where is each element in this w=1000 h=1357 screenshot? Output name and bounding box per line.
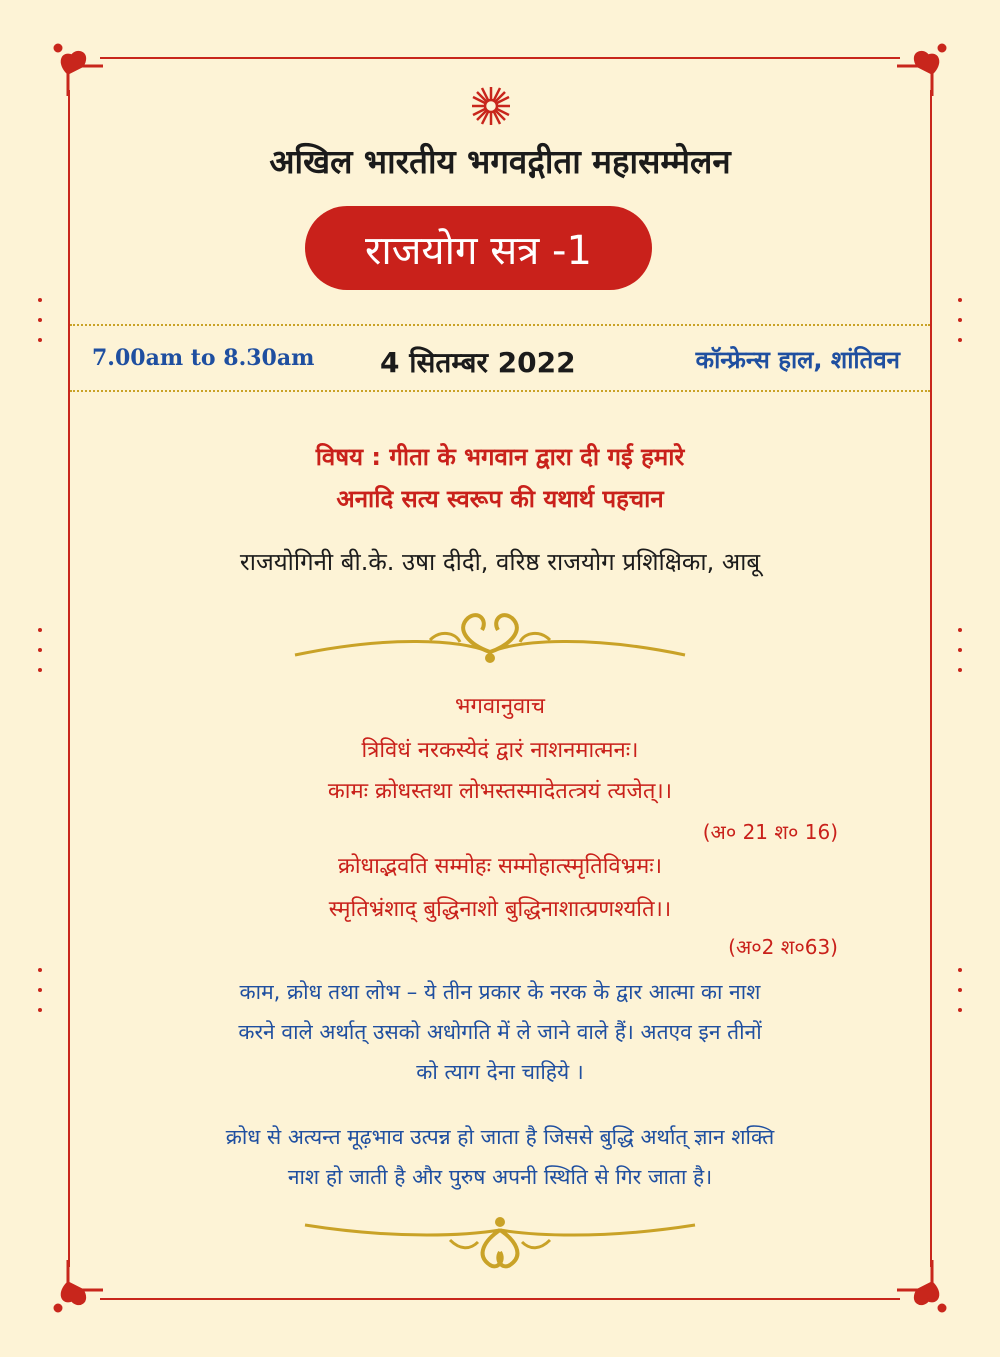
meaning-p1-line1: काम, क्रोध तथा लोभ – ये तीन प्रकार के नरक के द्वार आत्मा का नाश — [239, 980, 761, 1004]
frame-bottom-line — [100, 1298, 900, 1300]
session-label: राजयोग सत्र -1 — [365, 227, 592, 274]
subject-line-2: अनादि सत्य स्वरूप की यथार्थ पहचान — [336, 485, 664, 513]
left-dots-decoration — [30, 90, 50, 1270]
frame-top-line — [100, 57, 900, 59]
divider-top — [70, 324, 930, 326]
event-date: 4 सितम्बर 2022 — [380, 346, 576, 379]
corner-ornament-bottom-right-icon — [892, 1258, 952, 1318]
corner-ornament-top-left-icon — [48, 38, 108, 98]
right-dots-decoration — [950, 90, 970, 1270]
subject-line-1: विषय : गीता के भगवान द्वारा दी गई हमारे — [315, 443, 685, 471]
verse2-line1: क्रोधाद्भवति सम्मोहः सम्मोहात्स्मृतिविभ्रमः। — [337, 854, 663, 879]
meaning-p1-line2: करने वाले अर्थात् उसको अधोगति में ले जाने वाले हैं। अतएव इन तीनों — [238, 1020, 762, 1044]
verse2-line2: स्मृतिभ्रंशाद् बुद्धिनाशो बुद्धिनाशात्प्रणश्यति।। — [328, 897, 672, 922]
meaning-p2-line1: क्रोध से अत्यन्त मूढ़भाव उत्पन्न हो जाता है जिससे बुद्धि अर्थात् ज्ञान शक्ति — [225, 1125, 775, 1149]
event-time: 7.00am to 8.30am — [92, 345, 315, 371]
meaning-paragraph-2 — [110, 1117, 890, 1197]
corner-ornament-top-right-icon — [892, 38, 952, 98]
sun-flower-icon — [470, 85, 512, 127]
meaning-paragraph-1 — [110, 972, 890, 1092]
verse1-reference: (अ० 21 श० 16) — [702, 820, 838, 844]
page-title: अखिल भारतीय भगवद्गीता महासम्मेलन — [269, 142, 731, 181]
session-badge — [305, 206, 652, 290]
gold-ornament-divider-icon — [290, 600, 690, 670]
verse1-line1: त्रिविधं नरकस्येदं द्वारं नाशनमात्मनः। — [361, 738, 639, 763]
frame-right-line — [930, 90, 932, 1267]
corner-ornament-bottom-left-icon — [48, 1258, 108, 1318]
gold-ornament-bottom-icon — [300, 1210, 700, 1280]
event-venue: कॉन्फ्रेन्स हाल, शांतिवन — [695, 346, 900, 374]
shloka-heading: भगवानुवाच — [455, 694, 545, 719]
frame-left-line — [68, 90, 70, 1267]
meaning-p2-line2: नाश हो जाती है और पुरुष अपनी स्थिति से गिर जाता है। — [287, 1165, 713, 1189]
verse2-reference: (अ०2 श०63) — [728, 935, 838, 959]
divider-bottom — [70, 390, 930, 392]
verse1-line2: कामः क्रोधस्तथा लोभस्तस्मादेतत्त्रयं त्यजेत्।। — [327, 779, 673, 804]
speaker-info: राजयोगिनी बी.के. उषा दीदी, वरिष्ठ राजयोग प्रशिक्षिका, आबू — [239, 548, 761, 576]
meaning-p1-line3: को त्याग देना चाहिये । — [416, 1060, 584, 1084]
